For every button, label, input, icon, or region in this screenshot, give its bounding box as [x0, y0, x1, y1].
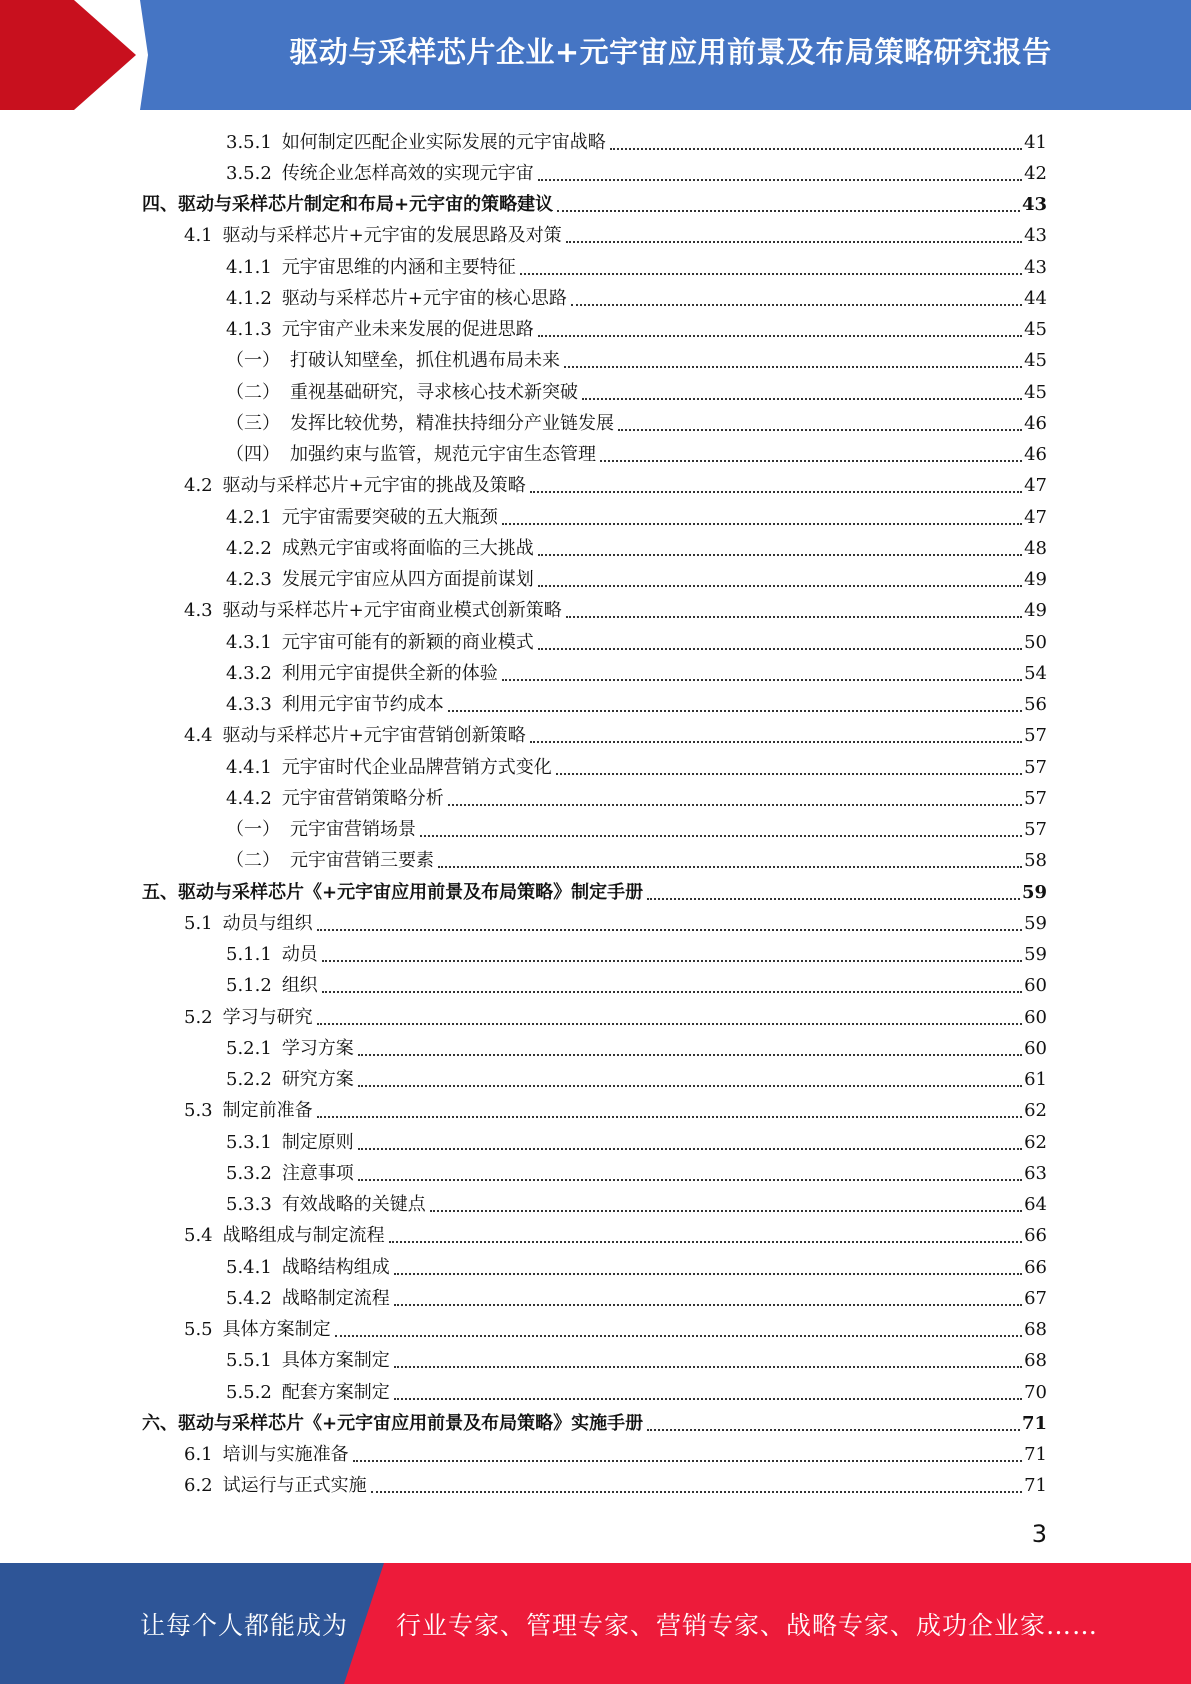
toc-dot-leader [430, 1210, 1022, 1212]
toc-entry-page: 43 [1024, 256, 1047, 278]
toc-entry-number: 4.2.3 [226, 569, 272, 591]
toc-dot-leader [600, 460, 1022, 462]
toc-entry-page: 45 [1024, 319, 1047, 341]
toc-entry-number: 5.1.2 [226, 975, 272, 997]
toc-entry-page: 58 [1024, 850, 1047, 872]
report-title: 驱动与采样芯片企业+元宇宙应用前景及布局策略研究报告 [289, 34, 1052, 69]
toc-dot-leader [371, 1491, 1022, 1493]
toc-entry-number: （四） [226, 444, 280, 466]
toc-dot-leader [610, 148, 1022, 150]
toc-dot-leader [448, 710, 1022, 712]
toc-entry-page: 59 [1024, 944, 1047, 966]
toc-dot-leader [538, 648, 1022, 650]
toc-entry[interactable] [0, 1127, 1191, 1158]
toc-entry-title: 元宇宙营销三要素 [290, 850, 434, 872]
toc-entry-number: 5.5.2 [226, 1381, 272, 1403]
toc-entry-number: 5.2.1 [226, 1037, 272, 1059]
toc-dot-leader [420, 835, 1022, 837]
toc-entry-title: 具体方案制定 [222, 1319, 331, 1341]
toc-dot-leader [394, 1304, 1022, 1306]
toc-entry-title: 动员 [281, 944, 318, 966]
toc-dot-leader [571, 304, 1022, 306]
toc-dot-leader [389, 1241, 1022, 1243]
toc-entry[interactable] [0, 1065, 1191, 1096]
toc-entry-number: 5.3 [184, 1100, 213, 1122]
toc-entry-page: 62 [1024, 1131, 1047, 1153]
toc-entry-number: 5.5 [184, 1319, 213, 1341]
toc-entry-number: 4.2 [184, 475, 213, 497]
toc-entry-number: 4.4 [184, 725, 213, 747]
toc-entry-number: 四、 [142, 194, 178, 216]
toc-entry-page: 71 [1024, 1444, 1047, 1466]
toc-entry-title: 发挥比较优势，精准扶持细分产业链发展 [290, 412, 614, 434]
toc-dot-leader [322, 991, 1022, 993]
toc-entry[interactable] [0, 533, 1191, 564]
toc-entry-title: 培训与实施准备 [222, 1444, 349, 1466]
toc-entry-title: 利用元宇宙节约成本 [281, 694, 444, 716]
toc-entry[interactable] [0, 690, 1191, 721]
toc-entry-number: 4.1.2 [226, 287, 272, 309]
toc-dot-leader [322, 960, 1022, 962]
toc-entry[interactable] [0, 408, 1191, 439]
toc-entry-number: 5.1 [184, 912, 213, 934]
toc-entry-number: （二） [226, 381, 280, 403]
toc-dot-leader [448, 804, 1022, 806]
toc-entry-title: 元宇宙需要突破的五大瓶颈 [281, 506, 498, 528]
toc-entry-page: 47 [1024, 506, 1047, 528]
toc-entry-number: 4.2.1 [226, 506, 272, 528]
toc-entry[interactable] [0, 1002, 1191, 1033]
toc-dot-leader [538, 585, 1022, 587]
toc-entry-title: 重视基础研究，寻求核心技术新突破 [290, 381, 578, 403]
footer-slogan-right: 行业专家、管理专家、营销专家、战略专家、成功企业家…… [396, 1610, 1099, 1640]
toc-entry[interactable] [0, 627, 1191, 658]
toc-entry-title: 注意事项 [281, 1162, 354, 1184]
toc-entry-number: 6.2 [184, 1475, 213, 1497]
toc-entry-title: 元宇宙营销场景 [290, 819, 416, 841]
toc-entry-number: （二） [226, 850, 280, 872]
toc-entry-page: 45 [1024, 381, 1047, 403]
toc-entry-page: 60 [1024, 1006, 1047, 1028]
toc-entry-page: 57 [1024, 787, 1047, 809]
toc-entry-page: 54 [1024, 662, 1047, 684]
toc-entry-title: 研究方案 [281, 1069, 354, 1091]
toc-dot-leader [394, 1366, 1022, 1368]
toc-entry-number: 5.4 [184, 1225, 213, 1247]
toc-entry[interactable] [0, 877, 1191, 908]
toc-entry-number: 五、 [142, 881, 178, 903]
toc-entry[interactable] [0, 1315, 1191, 1346]
toc-entry-number: 5.3.2 [226, 1162, 272, 1184]
toc-entry-number: （一） [226, 819, 280, 841]
toc-entry-page: 47 [1024, 475, 1047, 497]
toc-entry-number: 5.3.1 [226, 1131, 272, 1153]
toc-entry[interactable] [0, 158, 1191, 189]
toc-dot-leader [394, 1398, 1022, 1400]
toc-entry-number: （三） [226, 412, 280, 434]
toc-entry-page: 49 [1024, 600, 1047, 622]
toc-entry-number: 4.4.1 [226, 756, 272, 778]
toc-dot-leader [358, 1179, 1022, 1181]
toc-dot-leader [353, 1460, 1022, 1462]
toc-dot-leader [502, 523, 1022, 525]
toc-entry-title: 驱动与采样芯片制定和布局+元宇宙的策略建议 [178, 194, 554, 216]
toc-entry[interactable] [0, 127, 1191, 158]
toc-entry-page: 57 [1024, 819, 1047, 841]
toc-entry[interactable] [0, 721, 1191, 752]
table-of-contents [0, 127, 1191, 1502]
toc-entry[interactable] [0, 783, 1191, 814]
toc-entry-page: 57 [1024, 725, 1047, 747]
toc-entry-page: 59 [1024, 912, 1047, 934]
toc-entry[interactable] [0, 346, 1191, 377]
toc-entry[interactable] [0, 596, 1191, 627]
toc-entry[interactable] [0, 658, 1191, 689]
toc-entry[interactable] [0, 846, 1191, 877]
toc-entry-page: 68 [1024, 1350, 1047, 1372]
toc-entry[interactable] [0, 252, 1191, 283]
toc-entry-page: 44 [1024, 287, 1047, 309]
toc-dot-leader [566, 616, 1022, 618]
toc-entry[interactable] [0, 283, 1191, 314]
page-footer [0, 1563, 1191, 1684]
toc-entry-number: 5.4.2 [226, 1287, 272, 1309]
toc-entry-number: 4.3.1 [226, 631, 272, 653]
toc-entry-title: 驱动与采样芯片《+元宇宙应用前景及布局策略》制定手册 [178, 881, 644, 903]
toc-entry-title: 传统企业怎样高效的实现元宇宙 [281, 162, 534, 184]
toc-entry-page: 46 [1024, 412, 1047, 434]
toc-entry-page: 59 [1021, 881, 1047, 903]
toc-entry-number: 5.5.1 [226, 1350, 272, 1372]
toc-entry-title: 学习与研究 [222, 1006, 313, 1028]
page-number: 3 [1031, 1520, 1047, 1548]
toc-entry-page: 48 [1024, 537, 1047, 559]
toc-entry-title: 战略组成与制定流程 [222, 1225, 385, 1247]
toc-entry[interactable] [0, 1377, 1191, 1408]
toc-entry-title: 元宇宙时代企业品牌营销方式变化 [281, 756, 552, 778]
toc-entry-page: 62 [1024, 1100, 1047, 1122]
toc-entry-page: 50 [1024, 631, 1047, 653]
toc-dot-leader [538, 179, 1022, 181]
toc-entry-title: 元宇宙可能有的新颖的商业模式 [281, 631, 534, 653]
toc-entry[interactable] [0, 1033, 1191, 1064]
toc-entry-page: 41 [1024, 131, 1047, 153]
toc-entry-page: 71 [1024, 1475, 1047, 1497]
toc-entry-title: 如何制定匹配企业实际发展的元宇宙战略 [281, 131, 606, 153]
toc-entry-title: 加强约束与监管，规范元宇宙生态管理 [290, 444, 596, 466]
toc-entry[interactable] [0, 471, 1191, 502]
toc-dot-leader [618, 429, 1022, 431]
toc-dot-leader [647, 898, 1020, 900]
toc-entry[interactable] [0, 815, 1191, 846]
toc-dot-leader [538, 554, 1022, 556]
toc-entry-number: 5.2 [184, 1006, 213, 1028]
toc-entry-number: 5.3.3 [226, 1194, 272, 1216]
toc-dot-leader [358, 1085, 1022, 1087]
toc-entry[interactable] [0, 1408, 1191, 1439]
toc-dot-leader [358, 1054, 1022, 1056]
toc-dot-leader [557, 210, 1020, 212]
toc-entry-page: 63 [1024, 1162, 1047, 1184]
toc-entry-number: 3.5.1 [226, 131, 272, 153]
toc-entry-page: 64 [1024, 1194, 1047, 1216]
toc-entry-number: 4.1 [184, 225, 213, 247]
toc-entry-title: 发展元宇宙应从四方面提前谋划 [281, 569, 534, 591]
toc-entry[interactable] [0, 565, 1191, 596]
toc-entry-number: 5.1.1 [226, 944, 272, 966]
toc-entry-page: 43 [1024, 225, 1047, 247]
toc-entry[interactable] [0, 221, 1191, 252]
toc-dot-leader [438, 866, 1022, 868]
toc-entry[interactable] [0, 440, 1191, 471]
toc-entry-page: 42 [1024, 162, 1047, 184]
toc-entry[interactable] [0, 1190, 1191, 1221]
toc-entry-title: 制定前准备 [222, 1100, 313, 1122]
toc-entry[interactable] [0, 752, 1191, 783]
toc-entry[interactable] [0, 1158, 1191, 1189]
toc-entry[interactable] [0, 1471, 1191, 1502]
toc-entry[interactable] [0, 971, 1191, 1002]
page-header [0, 0, 1191, 110]
toc-entry-page: 70 [1024, 1381, 1047, 1403]
toc-entry[interactable] [0, 377, 1191, 408]
toc-entry-number: 4.4.2 [226, 787, 272, 809]
toc-entry-title: 驱动与采样芯片+元宇宙的核心思路 [281, 287, 567, 309]
toc-dot-leader [566, 241, 1022, 243]
toc-entry-number: 5.4.1 [226, 1256, 272, 1278]
toc-entry-title: 驱动与采样芯片+元宇宙的发展思路及对策 [222, 225, 562, 247]
toc-entry[interactable] [0, 1283, 1191, 1314]
toc-entry[interactable] [0, 1440, 1191, 1471]
toc-entry-title: 战略制定流程 [281, 1287, 390, 1309]
toc-entry-title: 成熟元宇宙或将面临的三大挑战 [281, 537, 534, 559]
toc-entry-number: 4.3.2 [226, 662, 272, 684]
toc-entry-title: 驱动与采样芯片+元宇宙的挑战及策略 [222, 475, 526, 497]
toc-entry-title: 动员与组织 [222, 912, 313, 934]
toc-entry-number: 4.3 [184, 600, 213, 622]
toc-entry[interactable] [0, 190, 1191, 221]
toc-entry-page: 43 [1021, 194, 1047, 216]
toc-entry-page: 46 [1024, 444, 1047, 466]
toc-entry[interactable] [0, 940, 1191, 971]
toc-entry-page: 67 [1024, 1287, 1047, 1309]
toc-entry[interactable] [0, 908, 1191, 939]
toc-entry-title: 驱动与采样芯片+元宇宙营销创新策略 [222, 725, 526, 747]
toc-entry-page: 60 [1024, 975, 1047, 997]
footer-slogan-left: 让每个人都能成为 [140, 1610, 349, 1640]
toc-entry-number: 3.5.2 [226, 162, 272, 184]
toc-entry-number: 六、 [142, 1412, 178, 1434]
toc-entry-number: （一） [226, 350, 280, 372]
toc-entry-number: 4.1.3 [226, 319, 272, 341]
toc-entry-title: 利用元宇宙提供全新的体验 [281, 662, 498, 684]
toc-entry-title: 组织 [281, 975, 318, 997]
toc-entry-title: 学习方案 [281, 1037, 354, 1059]
toc-entry-title: 元宇宙思维的内涵和主要特征 [281, 256, 516, 278]
toc-entry-page: 49 [1024, 569, 1047, 591]
toc-dot-leader [530, 491, 1022, 493]
toc-dot-leader [538, 335, 1022, 337]
toc-entry-page: 71 [1021, 1412, 1047, 1434]
toc-dot-leader [394, 1273, 1022, 1275]
toc-dot-leader [317, 1023, 1022, 1025]
toc-dot-leader [647, 1429, 1020, 1431]
toc-dot-leader [317, 929, 1022, 931]
toc-entry-number: 6.1 [184, 1444, 213, 1466]
toc-entry-page: 66 [1024, 1225, 1047, 1247]
toc-entry[interactable] [0, 1096, 1191, 1127]
toc-entry-title: 元宇宙营销策略分析 [281, 787, 444, 809]
toc-dot-leader [335, 1335, 1022, 1337]
toc-entry-title: 配套方案制定 [281, 1381, 390, 1403]
toc-entry-number: 4.1.1 [226, 256, 272, 278]
toc-dot-leader [502, 679, 1022, 681]
toc-dot-leader [358, 1148, 1022, 1150]
toc-entry-title: 有效战略的关键点 [281, 1194, 426, 1216]
toc-dot-leader [530, 741, 1022, 743]
toc-dot-leader [520, 273, 1022, 275]
toc-entry-number: 4.3.3 [226, 694, 272, 716]
toc-entry-page: 57 [1024, 756, 1047, 778]
toc-entry-page: 60 [1024, 1037, 1047, 1059]
toc-dot-leader [582, 398, 1022, 400]
toc-entry-page: 61 [1024, 1069, 1047, 1091]
toc-entry-page: 56 [1024, 694, 1047, 716]
toc-entry-title: 驱动与采样芯片《+元宇宙应用前景及布局策略》实施手册 [178, 1412, 644, 1434]
toc-entry-title: 驱动与采样芯片+元宇宙商业模式创新策略 [222, 600, 562, 622]
toc-entry-number: 5.2.2 [226, 1069, 272, 1091]
toc-entry-number: 4.2.2 [226, 537, 272, 559]
toc-dot-leader [564, 366, 1022, 368]
toc-dot-leader [556, 773, 1022, 775]
toc-entry-page: 68 [1024, 1319, 1047, 1341]
toc-entry[interactable] [0, 1252, 1191, 1283]
toc-dot-leader [317, 1116, 1022, 1118]
toc-entry-title: 具体方案制定 [281, 1350, 390, 1372]
toc-entry-title: 打破认知壁垒，抓住机遇布局未来 [290, 350, 560, 372]
toc-entry-title: 制定原则 [281, 1131, 354, 1153]
toc-entry-page: 45 [1024, 350, 1047, 372]
toc-entry[interactable] [0, 1221, 1191, 1252]
toc-entry-title: 战略结构组成 [281, 1256, 390, 1278]
toc-entry-page: 66 [1024, 1256, 1047, 1278]
toc-entry[interactable] [0, 502, 1191, 533]
toc-entry-title: 试运行与正式实施 [222, 1475, 367, 1497]
toc-entry[interactable] [0, 315, 1191, 346]
toc-entry-title: 元宇宙产业未来发展的促进思路 [281, 319, 534, 341]
toc-entry[interactable] [0, 1346, 1191, 1377]
